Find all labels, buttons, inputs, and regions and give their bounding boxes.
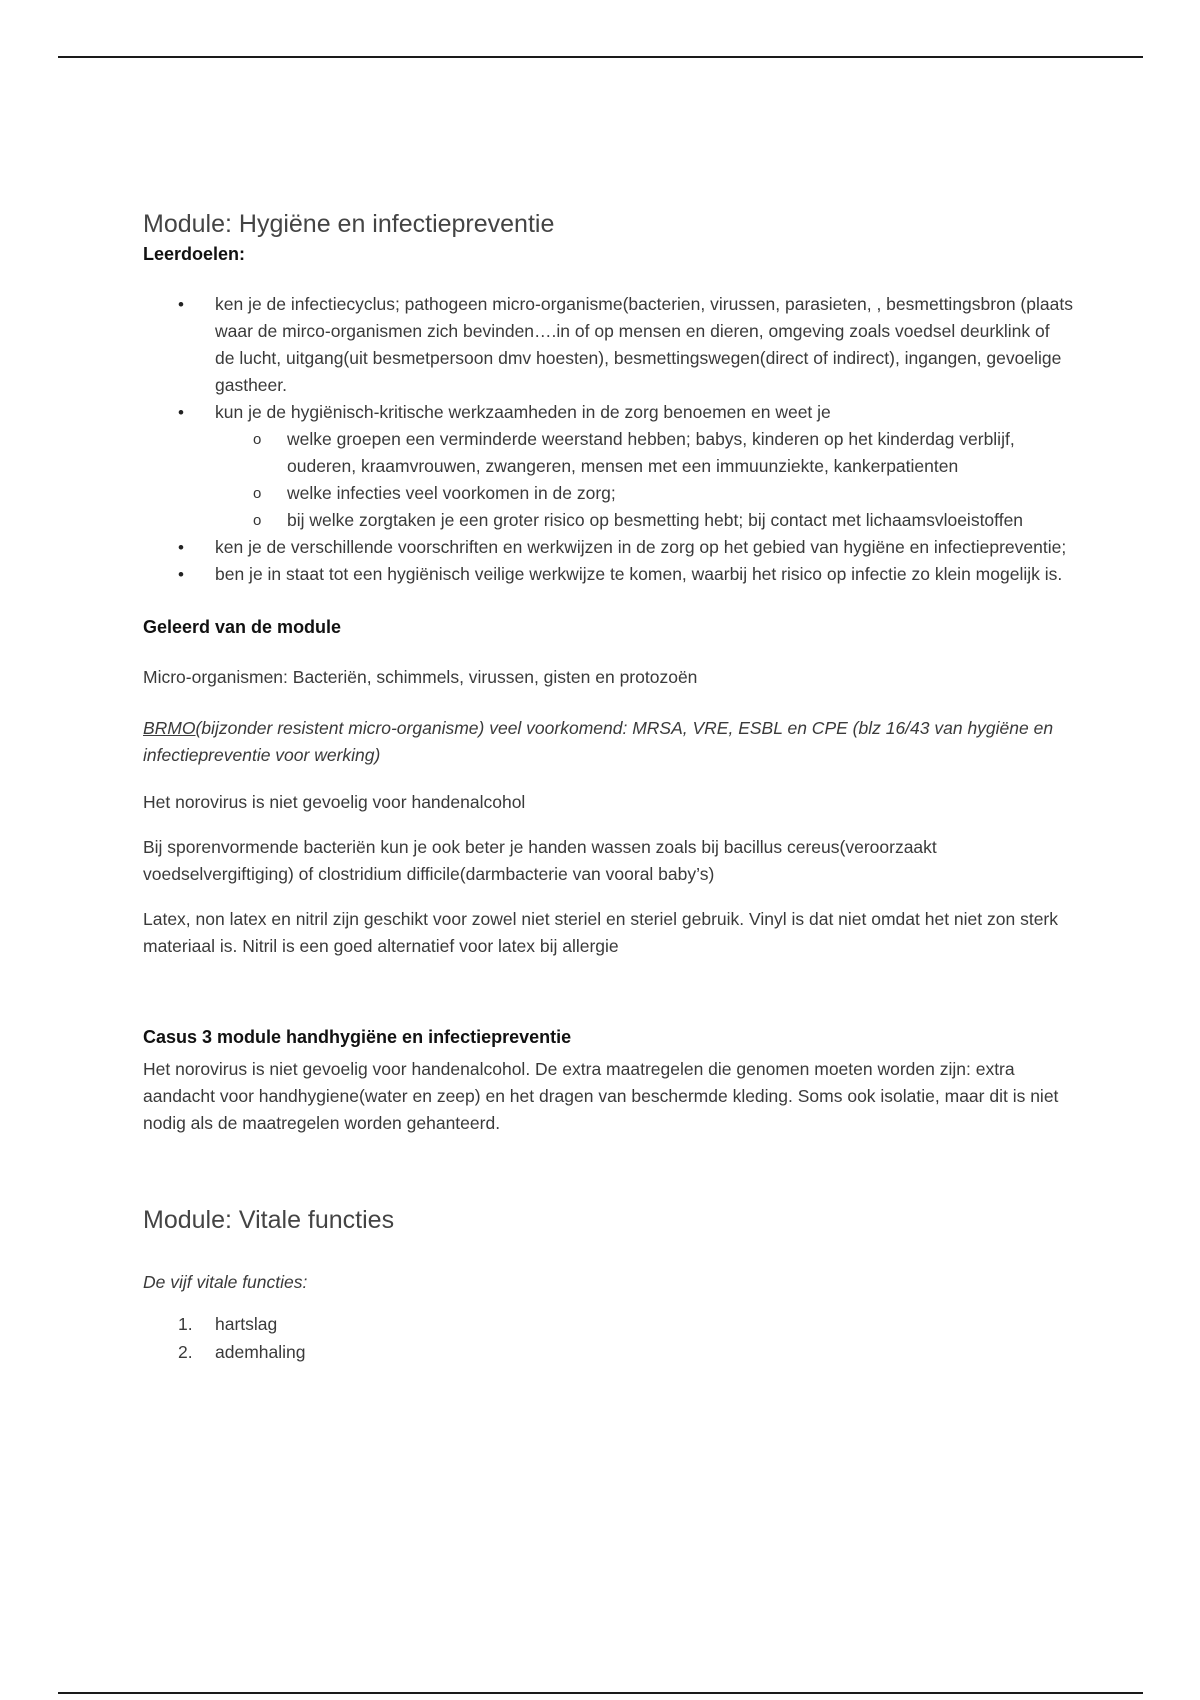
casus-paragraph: Het norovirus is niet gevoelig voor handenalcohol. De extra maatregelen die genomen moeten worden zijn: extra aandacht voor handhygiene(water en zeep) en het dragen van beschermde kleding. Soms ook isolatie, maar dit is niet nodig als de maatregelen worden gehanteerd. (143, 1059, 1059, 1133)
sub-list (215, 426, 1073, 534)
list-item (143, 399, 1073, 534)
list-item (143, 1310, 1073, 1338)
list-item (143, 1338, 1073, 1366)
casus-heading: Casus 3 module handhygiëne en infectiepreventie (143, 1027, 572, 1047)
brmo-description: (bijzonder resistent micro-organisme) veel voorkomend: MRSA, VRE, ESBL en CPE (blz 16/43 van hygiëne en infectiepreventie voor werking) (143, 718, 1054, 765)
brmo-paragraph (143, 715, 1073, 769)
footer-rule (58, 1692, 1143, 1694)
circle-bullet-icon: o (253, 431, 262, 448)
bullet-icon: • (178, 295, 184, 314)
vitale-functies-subtitle: De vijf vitale functies: (143, 1272, 308, 1292)
leerdoelen-list (143, 291, 1073, 588)
bullet-text: kun je de hygiënisch-kritische werkzaamheden in de zorg benoemen en weet je (215, 402, 831, 422)
header-rule (58, 56, 1143, 58)
bullet-text: ben je in staat tot een hygiënisch veilige werkwijze te komen, waarbij het risico op infectie zo klein mogelijk is. (215, 564, 1063, 584)
list-number: 2. (178, 1342, 193, 1362)
latex-paragraph: Latex, non latex en nitril zijn geschikt voor zowel niet steriel en steriel gebruik. Vinyl is dat niet omdat het niet zon sterk materiaal is. Nitril is een goed alternatief voor latex bij allergie (143, 909, 1059, 956)
vitale-functies-list (143, 1310, 1073, 1366)
document-body (143, 205, 1073, 1366)
norovirus-paragraph: Het norovirus is niet gevoelig voor handenalcohol (143, 792, 526, 812)
sub-bullet-text: welke groepen een verminderde weerstand hebben; babys, kinderen op het kinderdag verblijf, ouderen, kraamvrouwen, zwangeren, mensen met een immuunziekte, kankerpatienten (287, 429, 1015, 476)
list-number: 1. (178, 1314, 193, 1334)
circle-bullet-icon: o (253, 485, 262, 502)
bullet-icon: • (178, 403, 184, 422)
list-item-label: ademhaling (215, 1342, 306, 1362)
circle-bullet-icon: o (253, 512, 262, 529)
leerdoelen-heading: Leerdoelen: (143, 244, 246, 264)
sub-bullet-text: bij welke zorgtaken je een groter risico op besmetting hebt; bij contact met lichaamsvloeistoffen (287, 510, 1024, 530)
module-title-hygiene: Module: Hygiëne en infectiepreventie (143, 210, 555, 238)
geleerd-heading: Geleerd van de module (143, 617, 342, 637)
sub-list-item (215, 507, 1073, 534)
list-item (143, 561, 1073, 588)
bullet-icon: • (178, 538, 184, 557)
list-item (143, 534, 1073, 561)
micro-organismen-paragraph: Micro-organismen: Bacteriën, schimmels, virussen, gisten en protozoën (143, 667, 698, 687)
sporen-paragraph: Bij sporenvormende bacteriën kun je ook beter je handen wassen zoals bij bacillus cereus(veroorzaakt voedselvergiftiging) of clostridium difficile(darmbacterie van vooral baby’s) (143, 837, 937, 884)
brmo-label: BRMO (143, 718, 196, 738)
bullet-text: ken je de infectiecyclus; pathogeen micro-organisme(bacterien, virussen, parasieten, , besmettingsbron (plaats waar de mirco-organismen zich bevinden….in of op mensen en dieren, omgeving zoals voedsel deurklink of de lucht, uitgang(uit besmetpersoon dmv hoesten), besmettingswegen(direct of indirect), ingangen, gevoelige gastheer. (215, 294, 1073, 395)
bullet-text: ken je de verschillende voorschriften en werkwijzen in de zorg op het gebied van hygiëne en infectiepreventie; (215, 537, 1067, 557)
sub-list-item (215, 480, 1073, 507)
list-item (143, 291, 1073, 399)
bullet-icon: • (178, 565, 184, 584)
list-item-label: hartslag (215, 1314, 278, 1334)
sub-bullet-text: welke infecties veel voorkomen in de zorg; (287, 483, 616, 503)
module-title-vitale-functies: Module: Vitale functies (143, 1206, 395, 1234)
sub-list-item (215, 426, 1073, 480)
